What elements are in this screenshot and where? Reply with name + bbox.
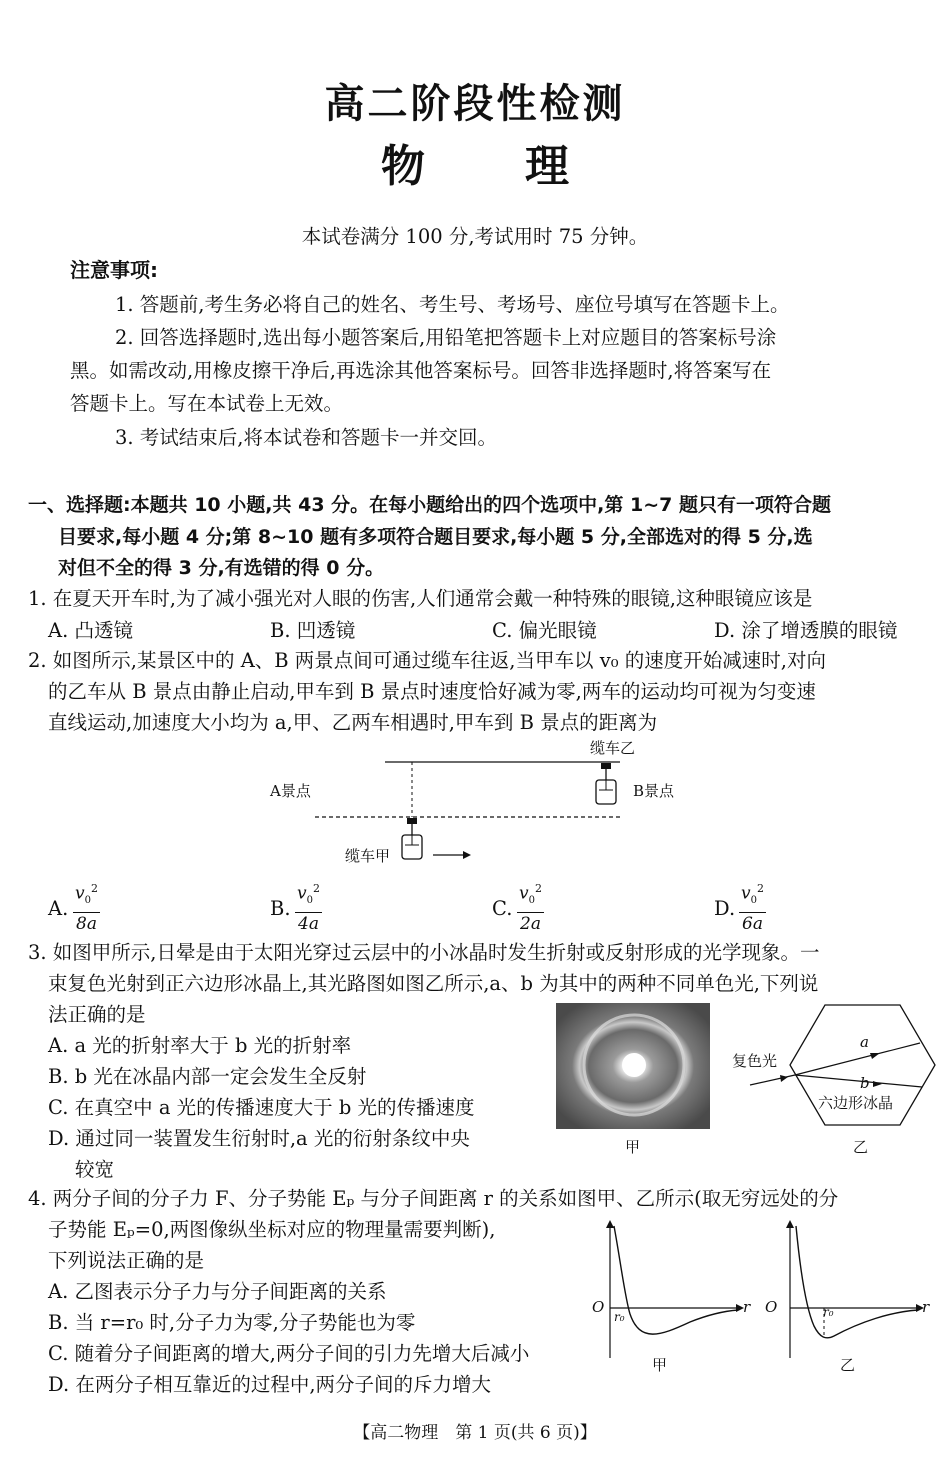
label-hexagon-crystal: 六边形冰晶 <box>818 1094 894 1112</box>
graph-yi-r0: r₀ <box>823 1305 834 1319</box>
graph-yi-caption: 乙 <box>840 1356 856 1374</box>
q2-option-d-fraction <box>739 878 766 935</box>
exam-intro: 本试卷满分 100 分,考试用时 75 分钟。 <box>301 225 649 248</box>
q2-line-1: 2. 如图所示,某景区中的 A、B 两景点间可通过缆车往返,当甲车以 v₀ 的速度开始减速时,对向 <box>28 649 826 672</box>
q4-option-a: A. 乙图表示分子力与分子间距离的关系 <box>48 1280 387 1303</box>
graph-jia <box>590 1218 760 1363</box>
motion-arrow-icon <box>433 851 471 859</box>
q2-line-3: 直线运动,加速度大小均为 a,甲、乙两车相遇时,甲车到 B 景点的距离为 <box>48 711 658 734</box>
q4-option-b: B. 当 r=r₀ 时,分子力为零,分子势能也为零 <box>48 1311 416 1334</box>
subject-char-1: 物 <box>381 141 425 192</box>
q3-line-1: 3. 如图甲所示,日晕是由于太阳光穿过云层中的小冰晶时发生折射或反射形成的光学现象。一 <box>28 941 820 964</box>
q2-option-d-letter: D. <box>714 897 736 920</box>
q2-option-b-fraction <box>295 878 322 935</box>
label-light-a: a <box>860 1033 869 1051</box>
section-1-line-2: 目要求,每小题 4 分;第 8~10 题有多项符合题目要求,每小题 5 分,全部选对的得 5 分,选 <box>58 526 813 548</box>
q2-option-c-fraction <box>517 878 544 935</box>
graph-yi <box>770 1218 940 1363</box>
q4-option-d: D. 在两分子相互靠近的过程中,两分子间的斥力增大 <box>48 1373 492 1396</box>
q4-line-2: 子势能 Eₚ=0,两图像纵坐标对应的物理量需要判断), <box>48 1218 496 1241</box>
subject-title <box>0 130 950 194</box>
fraction-numerator: $v_0^2$ <box>517 878 544 913</box>
q3-option-b: B. b 光在冰晶内部一定会发生全反射 <box>48 1065 367 1088</box>
caption-diagram-yi: 乙 <box>853 1138 869 1156</box>
q2-option-c-letter: C. <box>492 897 513 920</box>
fraction-numerator: $v_0^2$ <box>73 878 100 913</box>
q3-option-d-line-2: 较宽 <box>75 1158 115 1181</box>
fraction-denominator: 6a <box>742 914 763 935</box>
q4-line-1: 4. 两分子间的分子力 F、分子势能 Eₚ 与分子间距离 r 的关系如图甲、乙所示(取无穷远处的分 <box>28 1187 839 1210</box>
fraction-denominator: 8a <box>76 914 97 935</box>
fraction-numerator: $v_0^2$ <box>295 878 322 913</box>
graph-yi-r-axis: r <box>922 1298 930 1316</box>
cable-car-b-icon <box>596 763 616 804</box>
graph-jia-origin: O <box>592 1298 605 1316</box>
label-cable-car-a: 缆车甲 <box>345 847 391 865</box>
q3-option-d-line-1: D. 通过同一装置发生衍射时,a 光的衍射条纹中央 <box>48 1127 470 1150</box>
notice-item-3: 3. 考试结束后,将本试卷和答题卡一并交回。 <box>115 426 498 449</box>
fraction-denominator: 4a <box>298 914 319 935</box>
label-scenic-a: A景点 <box>270 782 311 800</box>
graph-jia-r-axis: r <box>743 1298 751 1316</box>
notice-item-2-line-3: 答题卡上。写在本试卷上无效。 <box>70 392 344 415</box>
q3-line-2: 束复色光射到正六边形冰晶上,其光路图如图乙所示,a、b 为其中的两种不同单色光,下列说 <box>48 972 819 995</box>
exam-title: 高二阶段性检测 <box>324 81 626 127</box>
q3-option-c: C. 在真空中 a 光的传播速度大于 b 光的传播速度 <box>48 1096 475 1119</box>
q4-option-c: C. 随着分子间距离的增大,两分子间的引力先增大后减小 <box>48 1342 530 1365</box>
label-scenic-b: B景点 <box>633 782 675 800</box>
sun-halo-photo <box>556 1003 710 1129</box>
q4-line-3: 下列说法正确的是 <box>48 1249 205 1272</box>
q3-option-a: A. a 光的折射率大于 b 光的折射率 <box>48 1034 352 1057</box>
notice-heading: 注意事项: <box>70 258 158 282</box>
notice-item-1: 1. 答题前,考生务必将自己的姓名、考生号、考场号、座位号填写在答题卡上。 <box>115 293 790 316</box>
notice-item-2-line-1: 2. 回答选择题时,选出每小题答案后,用铅笔把答题卡上对应题目的答案标号涂 <box>115 326 777 349</box>
label-composite-light: 复色光 <box>732 1052 778 1070</box>
section-1-line-1: 一、选择题:本题共 10 小题,共 43 分。在每小题给出的四个选项中,第 1~7 题只有一项符合题 <box>28 494 831 516</box>
graph-yi-origin: O <box>765 1298 778 1316</box>
label-light-b: b <box>860 1074 870 1092</box>
caption-photo-jia: 甲 <box>625 1138 641 1156</box>
q1-option-a: A. 凸透镜 <box>48 619 133 642</box>
notice-item-2-line-2: 黑。如需改动,用橡皮擦干净后,再选涂其他答案标号。回答非选择题时,将答案写在 <box>70 359 772 382</box>
q2-option-a-fraction <box>73 878 100 935</box>
q1-stem: 1. 在夏天开车时,为了减小强光对人眼的伤害,人们通常会戴一种特殊的眼镜,这种眼镜应该是 <box>28 587 813 610</box>
fraction-denominator: 2a <box>520 914 541 935</box>
subject-char-2: 理 <box>525 141 569 192</box>
label-cable-car-b: 缆车乙 <box>590 739 636 757</box>
q3-line-3: 法正确的是 <box>48 1003 146 1026</box>
graph-jia-caption: 甲 <box>652 1356 668 1374</box>
graph-jia-r0: r₀ <box>614 1310 625 1324</box>
q1-option-d: D. 涂了增透膜的眼镜 <box>714 619 898 642</box>
q2-option-b-letter: B. <box>270 897 291 920</box>
q1-option-c: C. 偏光眼镜 <box>492 619 597 642</box>
cable-car-a-icon <box>402 818 422 859</box>
q1-option-b: B. 凹透镜 <box>270 619 356 642</box>
section-1-line-3: 对但不全的得 3 分,有选错的得 0 分。 <box>58 557 385 579</box>
q2-line-2: 的乙车从 B 景点由静止启动,甲车到 B 景点时速度恰好减为零,两车的运动均可视为匀变速 <box>48 680 816 703</box>
q2-option-a-letter: A. <box>48 897 69 920</box>
page-footer: 【高二物理 第 1 页(共 6 页)】 <box>353 1423 597 1443</box>
fraction-numerator: $v_0^2$ <box>739 878 766 913</box>
